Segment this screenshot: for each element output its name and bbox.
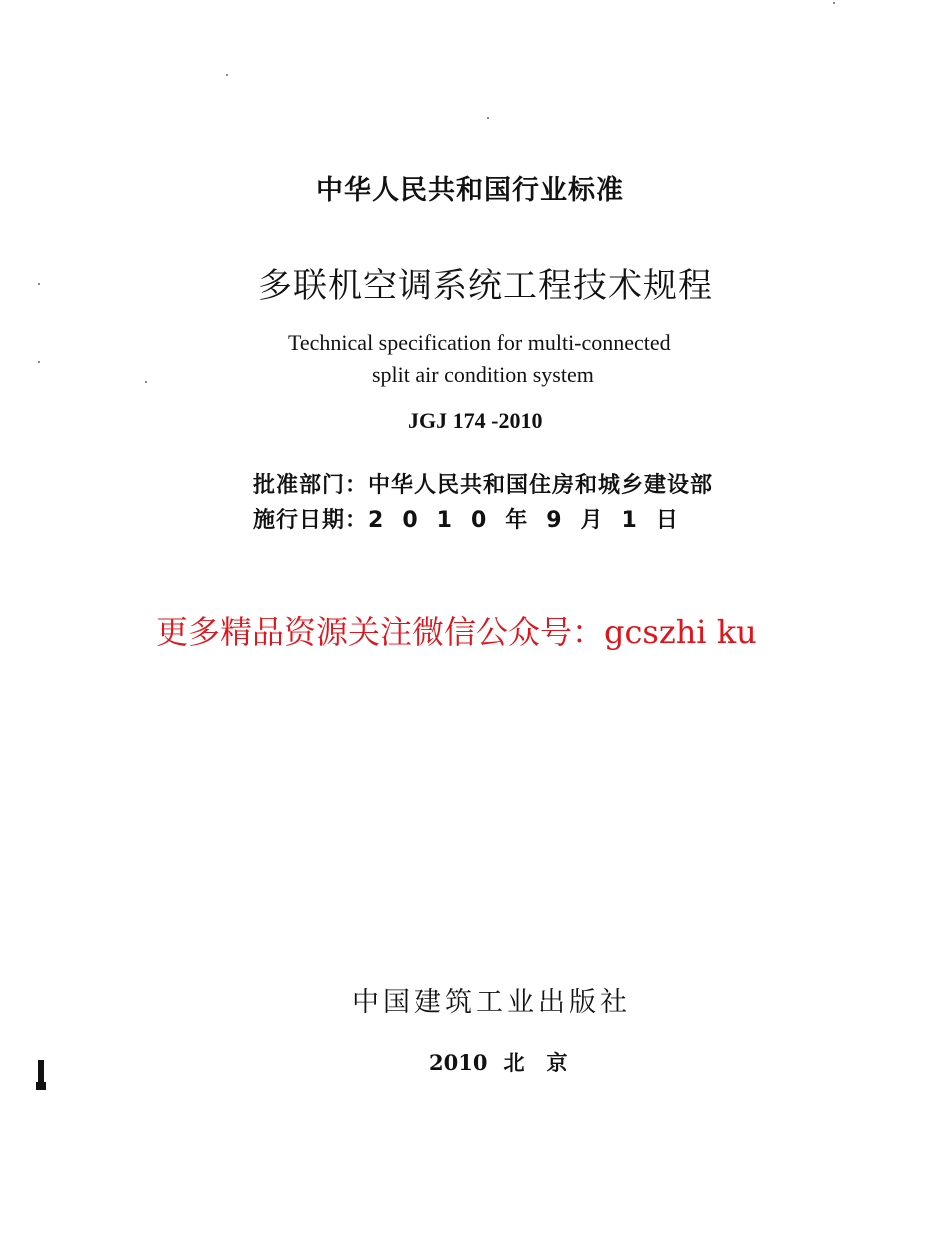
watermark-text: 更多精品资源关注微信公众号：gcszhi ku [156,613,757,651]
scan-speck [226,74,228,76]
approval-value: 中华人民共和国住房和城乡建设部 [368,473,714,498]
scan-speck [38,283,40,285]
publication-year: 2010 [429,1050,488,1075]
standard-code: JGJ 174 -2010 [408,408,543,433]
publication-city: 北京 [503,1050,590,1075]
publication-year-and-city [429,1047,589,1077]
approval-department-row [253,468,713,499]
document-title-english-line-1: Technical specification for multi-connected [288,330,671,355]
scan-speck [833,2,835,4]
scan-speck [38,361,40,363]
standard-category-heading: 中华人民共和国行业标准 [316,175,624,206]
scan-speck [145,381,147,383]
scan-edge-mark [38,1060,44,1090]
approval-label: 批准部门： [253,473,369,498]
document-title-chinese: 多联机空调系统工程技术规程 [258,266,713,306]
effective-date-value: 2010年9月1日 [368,508,697,533]
effective-label: 施行日期： [253,508,369,533]
effective-date-row [253,503,697,534]
publisher-name: 中国建筑工业出版社 [352,987,631,1018]
document-title-english-line-2: split air condition system [372,362,594,387]
scan-speck [487,117,489,119]
